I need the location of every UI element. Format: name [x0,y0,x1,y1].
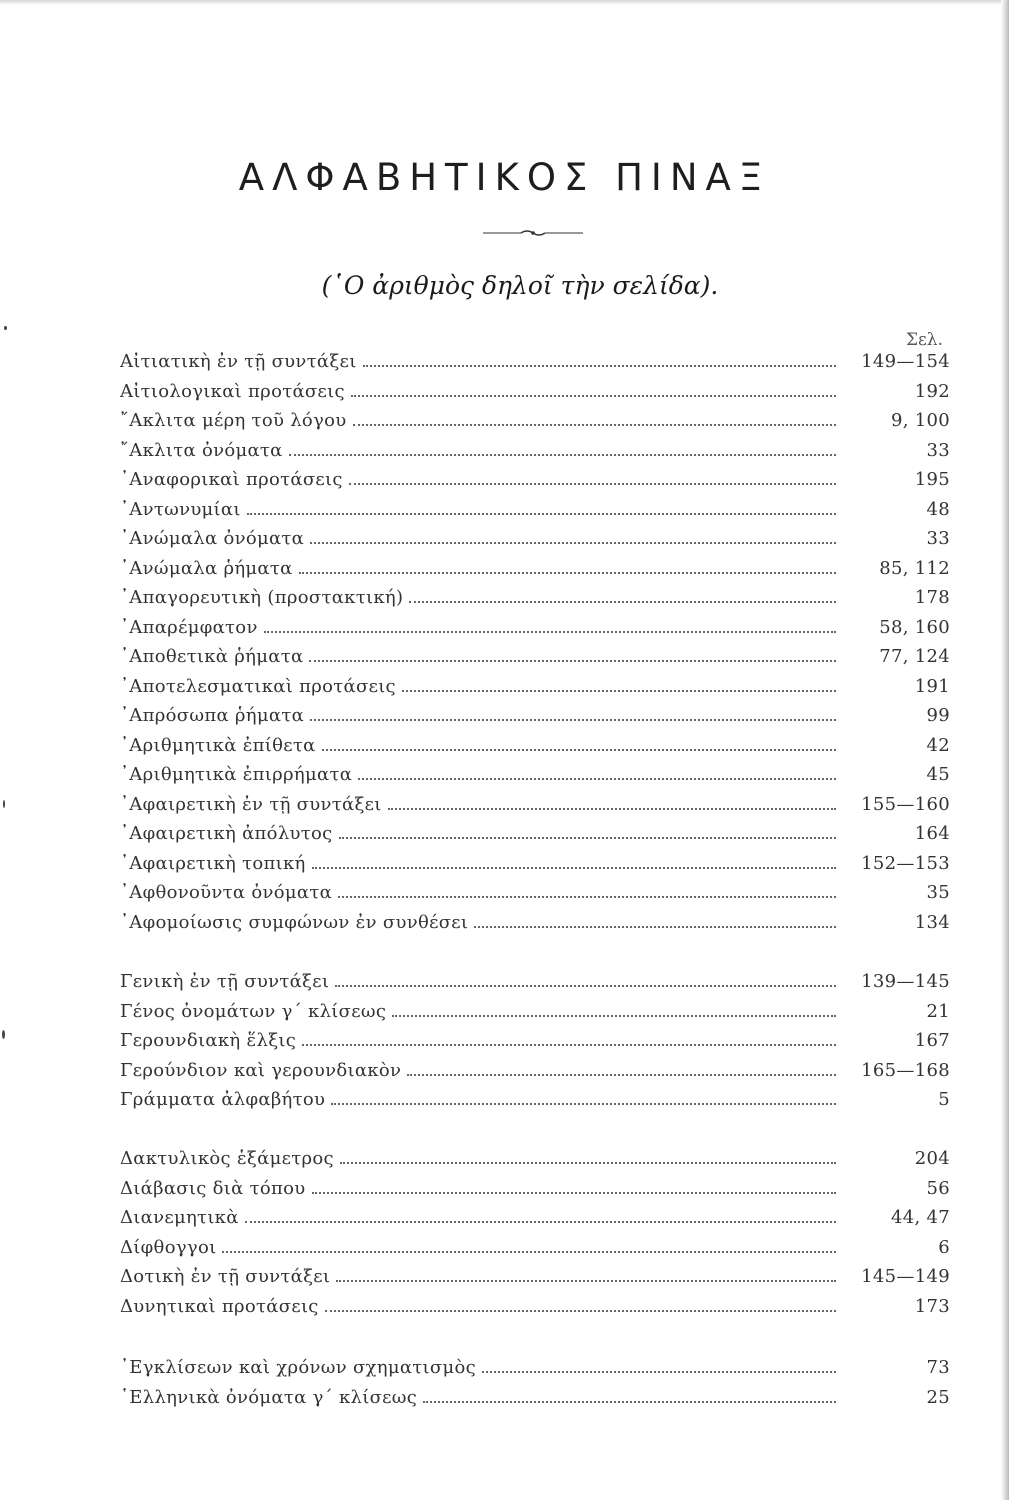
dot-leader [312,866,836,869]
index-entry [120,761,950,789]
index-term: Δίφθογγοι [120,1236,217,1258]
index-term: Διανεμητικὰ [120,1207,239,1228]
index-page-ref: 73 [926,1357,950,1378]
index-page-ref: 139—145 [861,971,950,992]
index-term: Διάβασις διὰ τόπου [120,1177,306,1199]
dot-leader [388,807,836,810]
index-entry [120,496,950,524]
index-term: Γράμματα ἀλφαβήτου [120,1089,326,1110]
index-entry [120,1384,950,1412]
dot-leader [322,748,836,751]
index-entry [120,437,950,465]
index-term: Δοτικὴ ἐν τῇ συντάξει [120,1266,331,1287]
index-page-ref: 165—168 [861,1059,950,1081]
index-term: ᾿Αποθετικὰ ῥήματα [120,646,304,667]
index-term: Αἰτιατικὴ ἐν τῇ συντάξει [120,351,357,372]
index-term: ᾿Αφαιρετικὴ τοπική [120,852,306,874]
index-entry [120,378,950,406]
index-page-ref: 164 [914,823,950,844]
index-term: ᾿Αντωνυμίαι [120,498,241,520]
index-entry [120,584,950,612]
dot-leader [353,423,836,426]
index-entry [120,702,950,730]
index-entry [120,1204,950,1232]
index-entry [120,1354,950,1382]
index-entry [120,673,950,701]
index-page-ref: 145—149 [861,1266,950,1287]
index-term: ᾿Αφαιρετικὴ ἐν τῇ συντάξει [120,793,382,815]
index-entry [120,1293,950,1321]
page-right-edge [1001,0,1009,1500]
index-term: Αἰτιολογικαὶ προτάσεις [120,380,345,402]
margin-speck [2,1030,5,1039]
index-term: ᾿Αριθμητικὰ ἐπίθετα [120,734,316,756]
dot-leader [351,394,836,397]
index-page-ref: 134 [914,911,950,933]
dot-leader [335,984,836,987]
index-entry [120,820,950,848]
index-entry [120,466,950,494]
index-page-ref: 5 [938,1089,950,1110]
dot-leader [325,1309,836,1312]
index-page-ref: 85, 112 [879,557,950,579]
dot-leader [402,689,836,692]
index-entry [120,968,950,996]
index-page-ref: 25 [926,1386,950,1408]
index-term: Γενικὴ ἐν τῇ συντάξει [120,971,330,992]
index-page-ref: 56 [926,1177,950,1199]
index-page-ref: 77, 124 [879,646,950,667]
index-page-ref: 44, 47 [890,1207,950,1228]
index-term: ῎Ακλιτα ὀνόματα [120,439,283,461]
index-term: Δακτυλικὸς ἑξάμετρος [120,1148,334,1169]
index-page-ref: 149—154 [861,351,950,372]
margin-speck [3,800,5,808]
dot-leader [339,836,836,839]
index-entry [120,791,950,819]
index-entry [120,555,950,583]
dot-leader [309,659,836,662]
index-page-ref: 192 [914,380,950,402]
index-entry [120,407,950,435]
index-page-ref: 178 [914,587,950,608]
dot-leader [312,1191,837,1194]
dot-leader [392,1014,836,1017]
index-entry [120,1263,950,1291]
dot-leader [338,895,836,898]
page-top-edge [0,0,1009,5]
dot-leader [358,777,836,780]
index-page-ref: 9, 100 [890,410,950,431]
dot-leader [407,1073,836,1076]
index-entry [120,614,950,642]
margin-speck [4,326,7,330]
index-term: ῎Ακλιτα μέρη τοῦ λόγου [120,410,347,431]
index-term: ᾿Αφαιρετικὴ ἀπόλυτος [120,823,333,844]
index-page-ref: 48 [926,498,950,520]
dot-leader [264,630,836,633]
dot-leader [310,541,836,544]
index-page-ref: 195 [914,469,950,490]
index-page-ref: 167 [914,1030,950,1051]
index-term: ᾿Αποτελεσματικαὶ προτάσεις [120,675,396,697]
index-entry [120,1027,950,1055]
index-entry [120,1086,950,1114]
dot-leader [423,1400,836,1403]
index-page-ref: 155—160 [861,793,950,815]
dot-leader [302,1043,836,1046]
page-title: ΑΛΦΑΒΗΤΙΚΟΣ ΠΙΝΑΞ [238,156,771,199]
index-entry [120,732,950,760]
index-page-ref: 204 [914,1148,950,1169]
dot-leader [331,1102,836,1105]
index-page-ref: 58, 160 [879,616,950,638]
dot-leader [310,718,836,721]
index-term: ῾Ελληνικὰ ὀνόματα γ΄ κλίσεως [120,1386,418,1408]
dot-leader [245,1220,836,1223]
dot-leader [340,1161,836,1164]
dot-leader [363,364,836,367]
index-term: Γερουνδιακὴ ἕλξις [120,1030,297,1051]
index-entry [120,525,950,553]
index-page-ref: 45 [926,764,950,785]
index-entry [120,879,950,907]
index-page-ref: 42 [926,734,950,756]
index-entry [120,998,950,1026]
index-term: Γερούνδιον καὶ γερουνδιακὸν [120,1059,402,1081]
index-page-ref: 152—153 [861,852,950,874]
subtitle-note: (῾Ο ἀριθμὸς δηλοῖ τὴν σελίδα). [321,271,719,300]
index-page-ref: 99 [926,705,950,726]
index-entry [120,850,950,878]
dot-leader [299,571,836,574]
dot-leader [482,1370,836,1373]
index-page-ref: 21 [926,1000,950,1022]
index-term: ᾿Αναφορικαὶ προτάσεις [120,469,343,490]
dot-leader [349,482,836,485]
index-term: ᾿Εγκλίσεων καὶ χρόνων σχηματισμὸς [120,1357,477,1378]
index-entry [120,643,950,671]
index-entry [120,1175,950,1203]
index-page-ref: 33 [926,439,950,461]
index-page-ref: 191 [914,675,950,697]
index-term: ᾿Αφθονοῦντα ὀνόματα [120,882,333,903]
index-term: Γένος ὀνομάτων γ΄ κλίσεως [120,1000,387,1022]
index-page-ref: 6 [938,1236,950,1258]
title-ornament [483,228,583,238]
index-term: ᾿Ανώμαλα ὀνόματα [120,528,305,549]
index-entry [120,1234,950,1262]
index-term: ᾿Αφομοίωσις συμφώνων ἐν συνθέσει [120,911,469,933]
dot-leader [247,512,836,515]
index-entry [120,348,950,376]
index-entry [120,1057,950,1085]
index-term: ᾿Απαγορευτικὴ (προστακτική) [120,587,404,608]
index-term: ᾿Αριθμητικὰ ἐπιρρήματα [120,764,353,785]
index-term: Δυνητικαὶ προτάσεις [120,1295,319,1317]
index-term: ᾿Απαρέμφατον [120,616,258,638]
dot-leader [336,1279,836,1282]
dot-leader [289,453,836,456]
index-page-ref: 33 [926,528,950,549]
dot-leader [409,600,836,603]
index-page-ref: 35 [926,882,950,903]
index-page-ref: 173 [914,1295,950,1317]
dot-leader [474,925,836,928]
page-column-header: Σελ. [905,330,943,350]
index-entry [120,1145,950,1173]
index-term: ᾿Ανώμαλα ῥήματα [120,557,293,579]
dot-leader [222,1250,836,1253]
index-term: ᾿Απρόσωπα ῥήματα [120,705,305,726]
index-entry [120,909,950,937]
